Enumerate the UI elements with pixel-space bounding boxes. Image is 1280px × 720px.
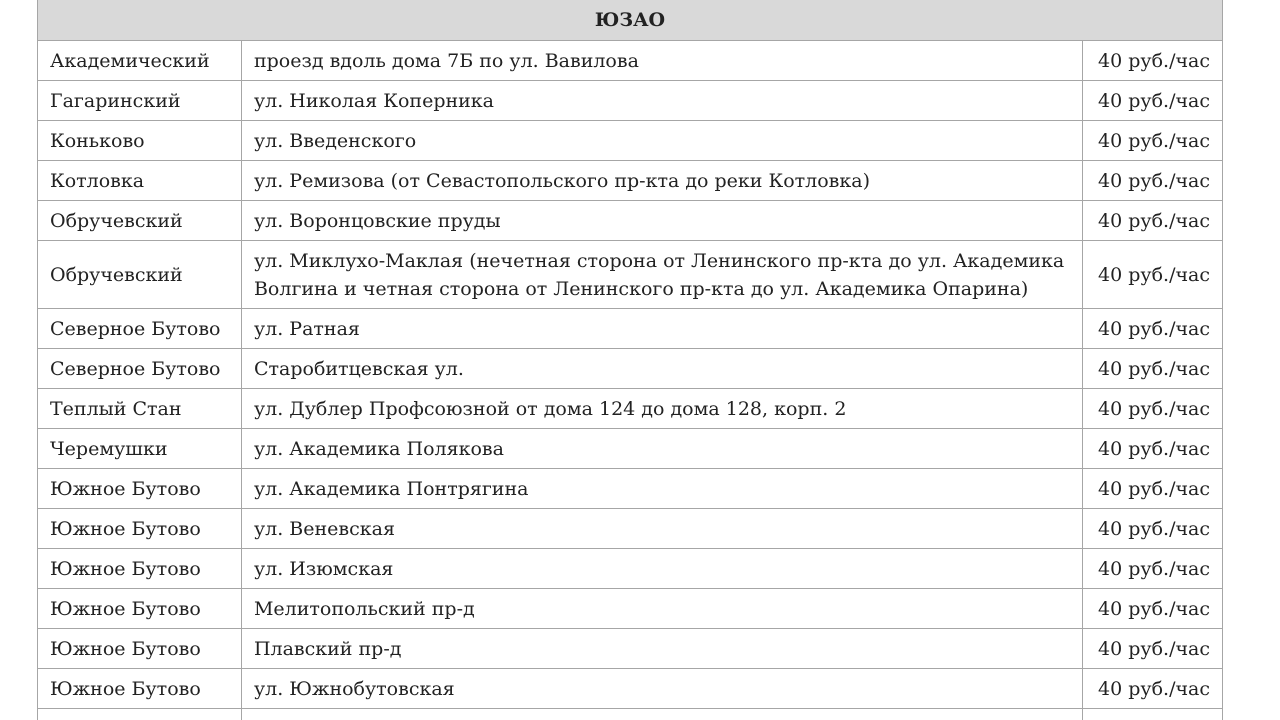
table-row [38, 509, 1223, 549]
table-row [38, 549, 1223, 589]
price-cell: 40 руб./час [1083, 309, 1223, 349]
price-cell: 40 руб./час [1083, 201, 1223, 241]
price-cell: 40 руб./час [1083, 161, 1223, 201]
district-cell: Северное Бутово [38, 309, 242, 349]
district-cell: Теплый Стан [38, 389, 242, 429]
address-cell: ул. Изюмская [241, 549, 1082, 589]
table-row [38, 389, 1223, 429]
price-cell: 40 руб./час [1083, 629, 1223, 669]
price-cell: 40 руб./час [1083, 41, 1223, 81]
price-cell: 40 руб./час [1083, 589, 1223, 629]
price-cell: 40 руб./час [1083, 469, 1223, 509]
price-cell: 40 руб./час [1083, 509, 1223, 549]
table-row [38, 121, 1223, 161]
address-cell: ул. Николая Коперника [241, 81, 1082, 121]
address-cell: проезд вдоль дома 7Б по ул. Вавилова [241, 41, 1082, 81]
table-row [38, 241, 1223, 309]
district-cell: Коньково [38, 121, 242, 161]
address-cell: ул. Веневская [241, 509, 1082, 549]
district-cell: Гагаринский [38, 81, 242, 121]
address-cell: ул. Академика Понтрягина [241, 469, 1082, 509]
address-cell: Плавский пр-д [241, 629, 1082, 669]
district-cell [38, 709, 242, 720]
table-row [38, 349, 1223, 389]
district-cell: Южное Бутово [38, 469, 242, 509]
district-cell: Южное Бутово [38, 629, 242, 669]
district-cell: Обручевский [38, 201, 242, 241]
address-cell: ул. Миклухо-Маклая (нечетная сторона от Ленинского пр-кта до ул. Академика Волгина и четная сторона от Ленинского пр-кта до ул. Академика Опарина) [241, 241, 1082, 309]
table-row [38, 429, 1223, 469]
address-cell: ул. Введенского [241, 121, 1082, 161]
price-cell: 40 руб./час [1083, 389, 1223, 429]
price-cell: 40 руб./час [1083, 241, 1223, 309]
district-cell: Черемушки [38, 429, 242, 469]
address-cell: ул. Южнобутовская [241, 669, 1082, 709]
address-cell: Старобитцевская ул. [241, 349, 1082, 389]
address-cell [241, 709, 1082, 720]
district-cell: Южное Бутово [38, 589, 242, 629]
address-cell: ул. Академика Полякова [241, 429, 1082, 469]
table-row [38, 669, 1223, 709]
district-cell: Южное Бутово [38, 669, 242, 709]
table-header-row [38, 0, 1223, 41]
table-row [38, 161, 1223, 201]
table-row [38, 469, 1223, 509]
district-cell: Академический [38, 41, 242, 81]
district-cell: Котловка [38, 161, 242, 201]
table-row [38, 629, 1223, 669]
price-cell: 40 руб./час [1083, 429, 1223, 469]
district-cell: Обручевский [38, 241, 242, 309]
table-row [38, 41, 1223, 81]
price-cell: 40 руб./час [1083, 669, 1223, 709]
district-cell: Южное Бутово [38, 509, 242, 549]
address-cell: Мелитопольский пр-д [241, 589, 1082, 629]
address-cell: ул. Ремизова (от Севастопольского пр-кта до реки Котловка) [241, 161, 1082, 201]
price-cell [1083, 709, 1223, 720]
table-row [38, 589, 1223, 629]
price-cell: 40 руб./час [1083, 549, 1223, 589]
table-row [38, 309, 1223, 349]
price-cell: 40 руб./час [1083, 81, 1223, 121]
district-cell: Северное Бутово [38, 349, 242, 389]
address-cell: ул. Дублер Профсоюзной от дома 124 до дома 128, корп. 2 [241, 389, 1082, 429]
price-cell: 40 руб./час [1083, 121, 1223, 161]
table-row [38, 709, 1223, 720]
district-cell: Южное Бутово [38, 549, 242, 589]
price-cell: 40 руб./час [1083, 349, 1223, 389]
address-cell: ул. Ратная [241, 309, 1082, 349]
address-cell: ул. Воронцовские пруды [241, 201, 1082, 241]
table-row [38, 201, 1223, 241]
table-row [38, 81, 1223, 121]
district-header: ЮЗАО [38, 0, 1223, 41]
parking-table [37, 0, 1223, 720]
